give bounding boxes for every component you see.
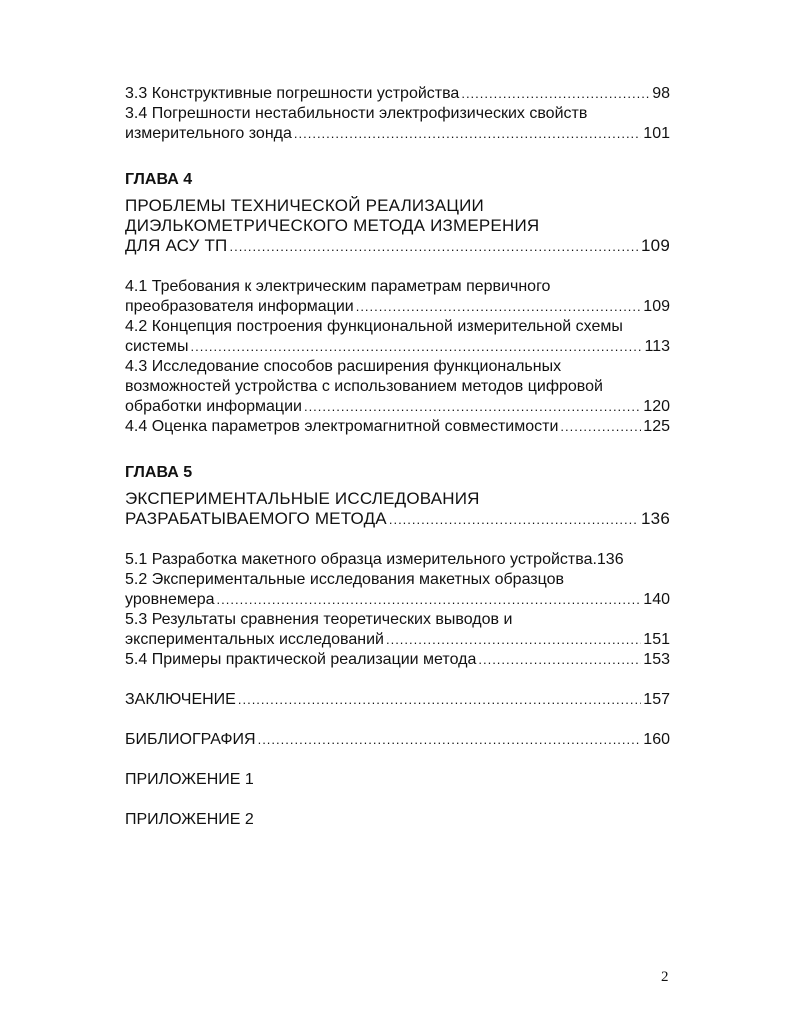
toc-entry-appendix-2: ПРИЛОЖЕНИЕ 2 bbox=[125, 811, 254, 828]
chapter-title-line: ДИЭЛЬКОМЕТРИЧЕСКОГО МЕТОДА ИЗМЕРЕНИЯ bbox=[125, 216, 540, 235]
dot-leader bbox=[190, 337, 642, 357]
toc-entry-conclusion bbox=[125, 690, 670, 710]
toc-entry-3-3 bbox=[125, 84, 670, 104]
toc-entry-page: 113 bbox=[644, 338, 670, 355]
toc-entry-5-2 bbox=[125, 570, 670, 610]
chapter-title-line: ЭКСПЕРИМЕНТАЛЬНЫЕ ИССЛЕДОВАНИЯ bbox=[125, 489, 480, 508]
toc-entry-title: 4.4 Оценка параметров электромагнитной совместимости bbox=[125, 418, 559, 435]
toc-entry-title-line: возможностей устройства с использованием методов цифровой bbox=[125, 378, 603, 395]
toc-entry-page: 120 bbox=[643, 398, 670, 415]
toc-entry-chapter-4 bbox=[125, 196, 670, 257]
toc-entry-page: 98 bbox=[652, 85, 670, 102]
toc-entry-title: 5.1 Разработка макетного образца измерительного устройства. bbox=[125, 551, 597, 568]
toc-entry-title-line: 4.3 Исследование способов расширения функциональных bbox=[125, 358, 562, 375]
toc-entry-title-line: 5.2 Экспериментальные исследования макетных образцов bbox=[125, 571, 565, 588]
chapter-title-line: ПРОБЛЕМЫ ТЕХНИЧЕСКОЙ РЕАЛИЗАЦИИ bbox=[125, 196, 484, 215]
toc-entry-title: уровнемера bbox=[125, 591, 215, 608]
toc-entry-4-1 bbox=[125, 277, 670, 317]
toc-entry-page: 101 bbox=[643, 125, 670, 142]
toc-entry-title: измерительного зонда bbox=[125, 125, 292, 142]
toc-entry-bibliography bbox=[125, 730, 670, 750]
dot-leader bbox=[356, 297, 642, 317]
dot-leader bbox=[258, 730, 642, 750]
toc-entry-page: 151 bbox=[643, 631, 670, 648]
toc-entry-title: ЗАКЛЮЧЕНИЕ bbox=[125, 691, 236, 708]
toc-entry-page: 140 bbox=[643, 591, 670, 608]
toc-entry-title: 3.3 Конструктивные погрешности устройства bbox=[125, 85, 460, 102]
toc-entry-4-4 bbox=[125, 417, 670, 437]
toc-entry-title: БИБЛИОГРАФИЯ bbox=[125, 731, 256, 748]
toc-entry-5-1 bbox=[125, 550, 670, 570]
chapter-title-line: РАЗРАБАТЫВАЕМОГО МЕТОДА bbox=[125, 509, 387, 528]
toc-entry-title: 5.4 Примеры практической реализации метода bbox=[125, 651, 477, 668]
toc-entry-title: обработки информации bbox=[125, 398, 302, 415]
toc-entry-title-line: 4.1 Требования к электрическим параметрам первичного bbox=[125, 278, 551, 295]
toc-entry-page: 160 bbox=[643, 731, 670, 748]
toc-entry-5-3 bbox=[125, 610, 670, 650]
toc-entry-4-2 bbox=[125, 317, 670, 357]
dot-leader bbox=[229, 237, 639, 257]
toc-entry-page: 109 bbox=[643, 298, 670, 315]
toc-entry-title-line: 4.2 Концепция построения функциональной измерительной схемы bbox=[125, 318, 623, 335]
toc-entry-appendix-1: ПРИЛОЖЕНИЕ 1 bbox=[125, 771, 254, 788]
toc-entry-page: 125 bbox=[643, 418, 670, 435]
toc-entry-page: 109 bbox=[641, 236, 670, 255]
dot-leader bbox=[304, 397, 641, 417]
dot-leader bbox=[389, 510, 639, 530]
toc-entry-title: системы bbox=[125, 338, 189, 355]
table-of-contents bbox=[125, 84, 670, 830]
chapter-5-heading: ГЛАВА 5 bbox=[125, 464, 193, 481]
toc-entry-page: 136 bbox=[641, 509, 670, 528]
dot-leader bbox=[478, 650, 641, 670]
dot-leader bbox=[238, 690, 641, 710]
toc-entry-chapter-5 bbox=[125, 489, 670, 530]
chapter-4-heading: ГЛАВА 4 bbox=[125, 171, 193, 188]
toc-entry-title: экспериментальных исследований bbox=[125, 631, 384, 648]
toc-entry-3-4 bbox=[125, 104, 670, 144]
dot-leader bbox=[461, 84, 650, 104]
toc-entry-title-line: 3.4 Погрешности нестабильности электрофизических свойств bbox=[125, 105, 588, 122]
chapter-title-line: ДЛЯ АСУ ТП bbox=[125, 236, 228, 255]
toc-entry-page: 157 bbox=[643, 691, 670, 708]
toc-entry-title: преобразователя информации bbox=[125, 298, 354, 315]
toc-entry-5-4 bbox=[125, 650, 670, 670]
page-number: 2 bbox=[661, 969, 669, 985]
toc-entry-4-3 bbox=[125, 357, 670, 417]
dot-leader bbox=[560, 417, 641, 437]
dot-leader bbox=[217, 590, 642, 610]
dot-leader bbox=[294, 124, 641, 144]
toc-entry-page: 136 bbox=[596, 551, 624, 568]
dot-leader bbox=[386, 630, 641, 650]
toc-entry-title-line: 5.3 Результаты сравнения теоретических выводов и bbox=[125, 611, 513, 628]
toc-entry-page: 153 bbox=[643, 651, 670, 668]
